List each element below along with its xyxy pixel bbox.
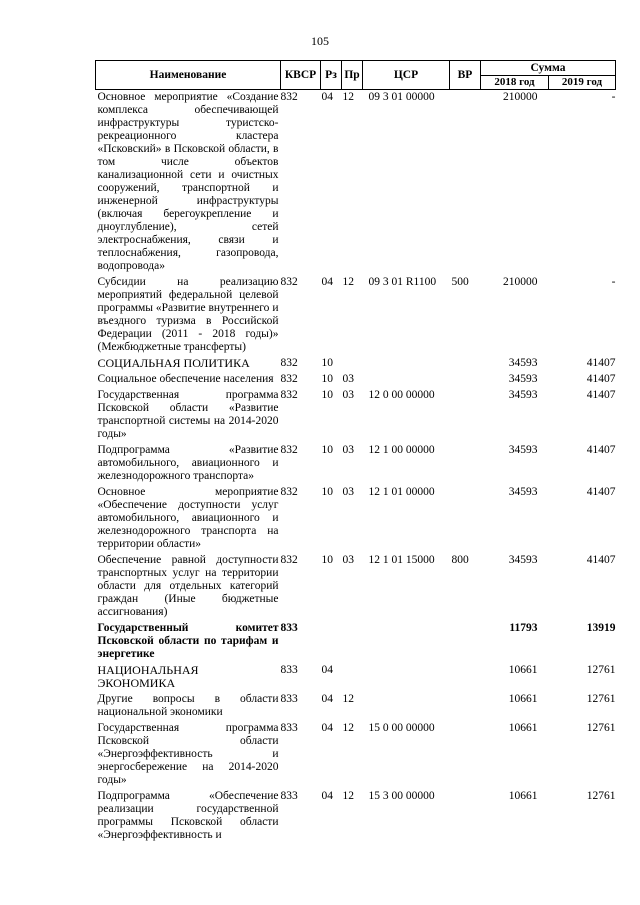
name-cell: НАЦИОНАЛЬНАЯ ЭКОНОМИКА — [97, 663, 199, 690]
rz-cell — [321, 621, 342, 663]
rz-cell: 04 — [321, 693, 333, 705]
table-row — [96, 553, 616, 621]
csr-cell: 12 1 01 15000 — [368, 554, 435, 566]
header-pr: Пр — [342, 61, 363, 90]
rz-cell: 10 — [321, 486, 333, 498]
table-row — [96, 372, 616, 388]
amount-2019-cell: 12761 — [586, 693, 616, 705]
table-row — [96, 388, 616, 443]
csr-cell: 09 3 01 00000 — [368, 91, 435, 103]
rz-cell: 10 — [321, 373, 333, 385]
kvsr-cell: 833 — [280, 622, 298, 634]
csr-cell: 12 1 01 00000 — [368, 486, 435, 498]
table-row — [96, 90, 616, 276]
csr-cell: 15 0 00 00000 — [368, 722, 435, 734]
pr-cell: 03 — [342, 486, 354, 498]
rz-cell: 04 — [321, 91, 333, 103]
table-row — [96, 275, 616, 356]
amount-2019-cell: 12761 — [586, 664, 616, 676]
csr-cell: 09 3 01 R1100 — [368, 276, 437, 288]
header-kvsr: КВСР — [281, 61, 321, 90]
budget-table — [95, 60, 616, 844]
header-year-2019: 2019 год — [549, 76, 616, 90]
csr-cell: 15 3 00 00000 — [368, 790, 435, 802]
amount-2018-cell: 11793 — [509, 622, 538, 634]
amount-2018-cell: 34593 — [508, 357, 538, 369]
amount-2018-cell: 10661 — [508, 693, 538, 705]
pr-cell: 12 — [342, 722, 354, 734]
pr-cell: 03 — [342, 389, 354, 401]
amount-2018-cell: 34593 — [508, 444, 538, 456]
pr-cell: 03 — [342, 373, 354, 385]
pr-cell: 12 — [342, 693, 354, 705]
kvsr-cell: 832 — [280, 373, 298, 385]
amount-2018-cell: 34593 — [508, 554, 538, 566]
kvsr-cell: 833 — [280, 664, 298, 676]
vr-cell — [450, 692, 481, 721]
rz-cell: 04 — [321, 790, 333, 802]
pr-cell: 12 — [342, 276, 354, 288]
kvsr-cell: 832 — [280, 357, 298, 369]
kvsr-cell: 832 — [280, 91, 298, 103]
kvsr-cell: 832 — [280, 486, 298, 498]
table-row — [96, 485, 616, 553]
amount-2018-cell: 10661 — [508, 664, 538, 676]
rz-cell: 10 — [321, 357, 333, 369]
name-cell: Обеспечение равной доступности транспортных услуг на территории области для отдельных категорий граждан (Иные бюджетные ассигнования) — [97, 554, 279, 618]
amount-2019-cell: 41407 — [586, 486, 616, 498]
csr-cell — [363, 356, 450, 372]
amount-2019-cell: 41407 — [586, 389, 616, 401]
amount-2019-cell: 12761 — [586, 722, 616, 734]
table-row — [96, 789, 616, 844]
table-row — [96, 721, 616, 789]
name-cell: Социальное обеспечение населения — [97, 373, 274, 385]
table-body — [96, 90, 616, 845]
amount-2018-cell: 34593 — [508, 486, 538, 498]
pr-cell — [342, 356, 363, 372]
header-year-2018: 2018 год — [481, 76, 549, 90]
amount-2018-cell: 210000 — [503, 91, 538, 103]
vr-cell — [450, 372, 481, 388]
name-cell: Государственная программа Псковской области «Развитие транспортной системы на 2014-2020 годы» — [97, 389, 279, 440]
csr-cell — [363, 663, 450, 692]
rz-cell: 10 — [321, 554, 333, 566]
amount-2019-cell: 41407 — [586, 357, 616, 369]
csr-cell: 12 0 00 00000 — [368, 389, 435, 401]
name-cell: Государственная программа Псковской области «Энергоэффективность и энергосбережение на 2014-2020 годы» — [97, 722, 279, 786]
pr-cell: 12 — [342, 91, 354, 103]
rz-cell: 04 — [321, 276, 333, 288]
amount-2019-cell: - — [611, 91, 616, 103]
vr-cell: 800 — [451, 554, 469, 566]
table-row — [96, 356, 616, 372]
vr-cell — [450, 90, 481, 276]
name-cell: Основное мероприятие «Создание комплекса обеспечивающей инфраструктуры туристско-рекреационного кластера «Псковский» в Псковской области, в том числе объектов канализационной сети и очистных сооружений, транспортной и инженерной инфраструктуры (включая берегоукрепление и дноуглубление), сетей электроснабжения, связи и теплоснабжения, газопровода, водопровода» — [97, 91, 279, 272]
table-header — [96, 61, 616, 90]
page-number: 105 — [311, 34, 329, 48]
amount-2018-cell: 10661 — [508, 722, 538, 734]
vr-cell — [450, 485, 481, 553]
rz-cell: 10 — [321, 389, 333, 401]
kvsr-cell: 832 — [280, 444, 298, 456]
kvsr-cell: 833 — [280, 722, 298, 734]
table-row — [96, 692, 616, 721]
name-cell: Государственный комитет Псковской области по тарифам и энергетике — [97, 622, 279, 660]
pr-cell — [342, 621, 363, 663]
amount-2019-cell: 41407 — [586, 373, 616, 385]
kvsr-cell: 832 — [280, 389, 298, 401]
csr-cell — [363, 692, 450, 721]
amount-2019-cell: 41407 — [586, 554, 616, 566]
pr-cell: 03 — [342, 444, 354, 456]
amount-2019-cell: - — [611, 276, 616, 288]
name-cell: Субсидии на реализацию мероприятий федеральной целевой программы «Развитие внутреннего и въездного туризма в Российской Федерации (2011 - 2018 годы)» (Межбюджетные трансферты) — [97, 276, 279, 353]
table-row — [96, 663, 616, 692]
name-cell: Основное мероприятие «Обеспечение доступности услуг автомобильного, авиационного и железнодорожного транспорта на территории области» — [97, 486, 279, 550]
vr-cell — [450, 443, 481, 485]
vr-cell — [450, 388, 481, 443]
amount-2019-cell: 12761 — [586, 790, 616, 802]
header-csr: ЦСР — [363, 61, 450, 90]
name-cell: СОЦИАЛЬНАЯ ПОЛИТИКА — [97, 356, 250, 370]
rz-cell: 04 — [321, 664, 333, 676]
kvsr-cell: 833 — [280, 693, 298, 705]
vr-cell — [450, 663, 481, 692]
kvsr-cell: 832 — [280, 276, 298, 288]
pr-cell — [342, 663, 363, 692]
vr-cell: 500 — [451, 276, 469, 288]
csr-cell: 12 1 00 00000 — [368, 444, 435, 456]
name-cell: Другие вопросы в области национальной экономики — [97, 693, 279, 718]
kvsr-cell: 832 — [280, 554, 298, 566]
name-cell: Подпрограмма «Обеспечение реализации государственной программы Псковской области «Энергоэффективность и — [97, 790, 279, 841]
table-row — [96, 621, 616, 663]
amount-2018-cell: 10661 — [508, 790, 538, 802]
header-sum: Сумма — [481, 61, 616, 76]
amount-2018-cell: 34593 — [508, 389, 538, 401]
vr-cell — [450, 789, 481, 844]
amount-2018-cell: 210000 — [503, 276, 538, 288]
table-row — [96, 443, 616, 485]
csr-cell — [363, 372, 450, 388]
pr-cell: 12 — [342, 790, 354, 802]
name-cell: Подпрограмма «Развитие автомобильного, авиационного и железнодорожного транспорта» — [97, 444, 279, 482]
vr-cell — [450, 721, 481, 789]
rz-cell: 10 — [321, 444, 333, 456]
vr-cell — [450, 356, 481, 372]
amount-2019-cell: 13919 — [586, 622, 616, 634]
header-name: Наименование — [96, 61, 281, 90]
amount-2019-cell: 41407 — [586, 444, 616, 456]
csr-cell — [363, 621, 450, 663]
header-vr: ВР — [450, 61, 481, 90]
amount-2018-cell: 34593 — [508, 373, 538, 385]
header-rz: Рз — [321, 61, 342, 90]
rz-cell: 04 — [321, 722, 333, 734]
pr-cell: 03 — [342, 554, 354, 566]
vr-cell — [450, 621, 481, 663]
kvsr-cell: 833 — [280, 790, 298, 802]
